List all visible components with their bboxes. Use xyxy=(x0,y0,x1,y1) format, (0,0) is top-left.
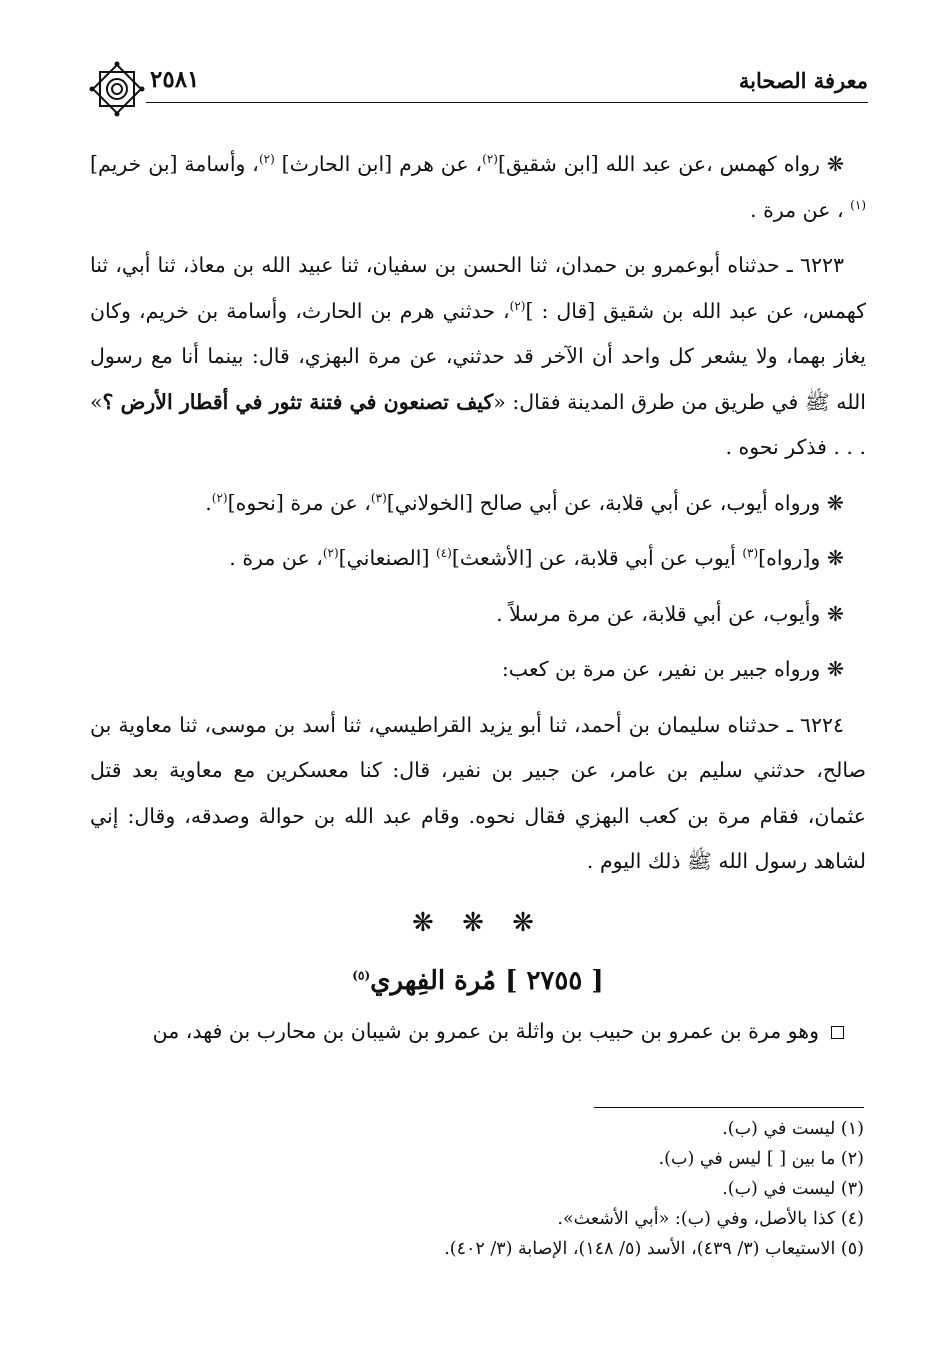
page-header xyxy=(88,60,868,120)
page-ornament-icon xyxy=(88,60,146,118)
footnote-4: (٤) كذا بالأصل، وفي (ب): «أبي الأشعث». xyxy=(557,1209,864,1229)
square-bullet-icon xyxy=(831,1026,844,1039)
footnote-5: (٥) الاستيعاب (٣/ ٤٣٩)، الأسد (٥/ ١٤٨)، الإصابة (٣/ ٤٠٢). xyxy=(444,1239,864,1259)
footnote-2: (٢) ما بين [ ] ليس في (ب). xyxy=(658,1149,864,1169)
paragraph-4: ❋ و[رواه]$^{(٣)}$ أيوب عن أبي قلابة، عن [الأشعث]$^{(٤)}$ [الصنعاني]$^{(٢)}$، عن مرة . xyxy=(229,546,844,570)
paragraph-6: ❋ ورواه جبير بن نفير، عن مرة بن كعب: xyxy=(501,657,844,681)
paragraph-3: ❋ ورواه أيوب، عن أبي قلابة، عن أبي صالح [الخولاني]$^{(٣)}$، عن مرة [نحوه]$^{(٢)}$. xyxy=(205,490,844,515)
running-title: معرفة الصحابة xyxy=(738,68,868,93)
paragraph-5: ❋ وأيوب، عن أبي قلابة، عن مرة مرسلاً . xyxy=(496,601,844,626)
footnote-rule xyxy=(594,1107,864,1108)
footnote-1: (١) ليست في (ب). xyxy=(722,1119,864,1139)
entry-heading: [ ٢٧٥٥ ] مُرة الفِهري$^{(٥)}$ xyxy=(352,965,604,996)
page-number: ٢٥٨١ xyxy=(150,66,200,93)
paragraph-8: وهو مرة بن عمرو بن حبيب بن واثلة بن عمرو بن شيبان بن محارب بن فهد، من xyxy=(90,1009,866,1055)
footnote-3: (٣) ليست في (ب). xyxy=(722,1179,864,1199)
hadith-6223: ٦٢٢٣ ـ حدثناه أبوعمرو بن حمدان، ثنا الحسن بن سفيان، ثنا عبيد الله بن معاذ، ثنا أبي، ثنا كهمس، عن عبد الله بن شقيق [قال : ]$^{(٢)}$، حدثني هرم بن الحارث، وأسامة بن خريم، وكان يغاز بهما، ولا يشعر كل واحد أن الآخر قد حدثني، عن مرة البهزي، قال: بينما أنا مع رسول الله ﷺ في طريق من طرق المدينة فقال: «كيف تصنعون في فتنة تثور في أقطار الأرض ؟» . . . فذكر نحوه . xyxy=(90,253,866,459)
paragraph-1: ❋ رواه كهمس ،عن عبد الله [ابن شقيق]$^{(٢)}$، عن هرم [ابن الحارث] $^{(٢)}$، وأسامة [بن خريم]$^{(١)}$ ، عن مرة . xyxy=(90,152,866,222)
header-rule xyxy=(146,102,868,103)
main-text xyxy=(90,142,866,1054)
footnotes xyxy=(74,1107,864,1264)
hadith-6224: ٦٢٢٤ ـ حدثناه سليمان بن أحمد، ثنا أبو يزيد القراطيسي، ثنا أسد بن موسى، ثنا معاوية بن صالح، حدثني سليم بن عامر، عن جبير بن نفير، قال: كنا معسكرين مع معاوية بعد قتل عثمان، فقام مرة بن كعب البهزي فقال نحوه. وقام عبد الله بن حوالة وصدقه، وقال: إني لشاهد رسول الله ﷺ ذلك اليوم . xyxy=(90,712,866,873)
section-separator: ❋ ❋ ❋ xyxy=(412,907,544,938)
